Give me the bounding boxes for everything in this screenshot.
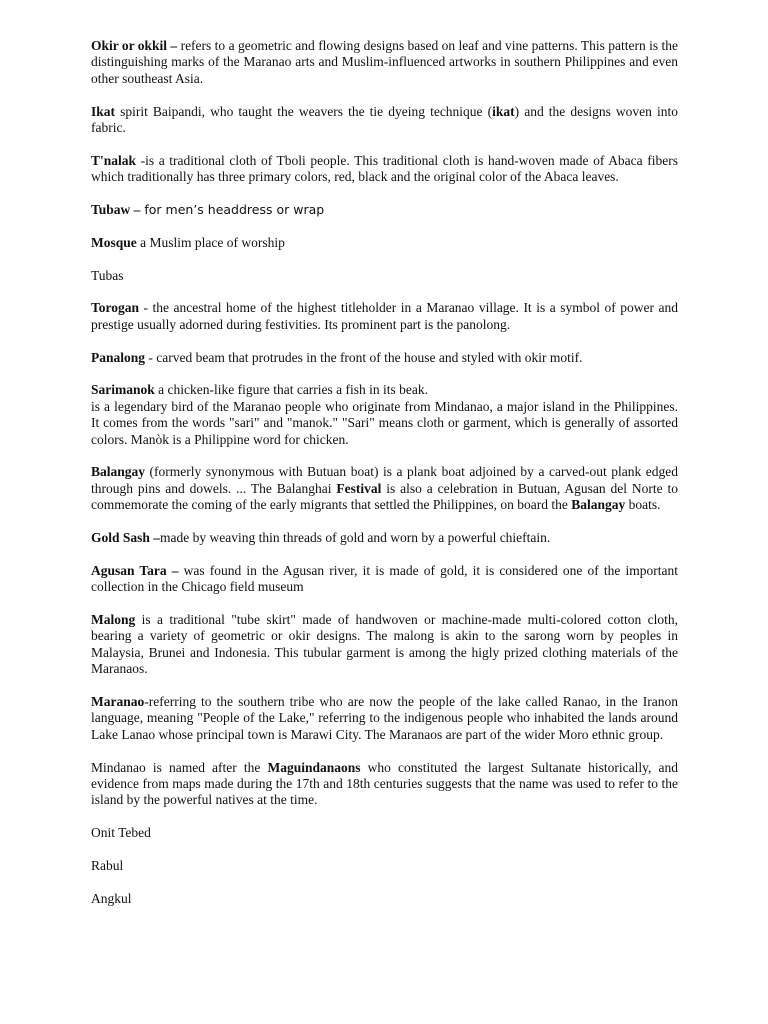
entry-onit-tebed	[91, 825, 678, 841]
entry-okir	[91, 38, 678, 87]
entry-text: a Muslim place of worship	[136, 234, 285, 250]
entry-panalong	[91, 350, 678, 366]
entry-torogan	[91, 300, 678, 333]
entry-text: spirit Baipandi, who taught the weavers the tie dyeing technique (	[115, 103, 493, 119]
entry-text-continued: is a legendary bird of the Maranao people who originate from Mindanao, a major island in the Philippines. It comes from the words "sari" and "manok." "Sari" means cloth or garment, which is generally of assorted colors. Manòk is a Philippine word for chicken.	[91, 398, 678, 447]
entry-term: Panalong	[91, 349, 146, 365]
entry-balangay	[91, 464, 678, 513]
entry-text: -is a traditional cloth of Tboli people. This traditional cloth is hand-woven made of Abaca fibers which traditionally has three primary colors, red, black and the original color of the Abaca leaves.	[91, 152, 678, 185]
entry-text: boats.	[625, 497, 661, 513]
document-page	[91, 38, 678, 924]
entry-text: (formerly synonymous with Butuan boat) is a plank boat adjoined by a carved-out plank edged through pins and dowels. ... The Balanghai	[91, 464, 678, 496]
entry-term: Malong	[91, 612, 136, 628]
entry-rabul	[91, 858, 678, 874]
entry-tnalak	[91, 153, 678, 186]
entry-term-inline: Festival	[336, 480, 382, 496]
entry-term: Sarimanok	[91, 382, 155, 398]
entry-text: - the ancestral home of the highest titleholder in a Maranao village. It is a symbol of power and prestige usually adorned during festivities. Its prominent part is the panolong.	[91, 300, 678, 332]
entry-text: refers to a geometric and flowing designs based on leaf and vine patterns. This pattern is the distinguishing marks of the Maranao arts and Muslim-influenced artworks in southern Philippines and even other southeast Asia.	[91, 38, 678, 86]
entry-term: Balangay	[91, 464, 146, 480]
entry-angkul	[91, 891, 678, 907]
entry-term: Torogan	[91, 300, 140, 316]
entry-term: T'nalak	[91, 152, 137, 168]
entry-malong	[91, 612, 678, 678]
entry-text: - carved beam that protrudes in the front of the house and styled with okir motif.	[145, 349, 583, 365]
entry-term-inline: Balangay	[571, 497, 626, 513]
entry-sarimanok	[91, 382, 678, 448]
entry-term: Tubaw –	[91, 202, 141, 218]
entry-text: Angkul	[91, 890, 132, 906]
entry-text: Mindanao is named after the	[91, 759, 268, 775]
entry-mindanao	[91, 760, 678, 809]
entry-text: a chicken-like figure that carries a fish in its beak.	[154, 382, 429, 398]
entry-maranao	[91, 694, 678, 743]
entry-text: is also a celebration in Butuan, Agusan del Norte to commemorate the coming of the early migrants that settled the Philippines, on board the	[91, 480, 679, 513]
entry-agusan-tara	[91, 563, 678, 596]
entry-text: Tubas	[91, 267, 124, 283]
entry-mosque	[91, 235, 678, 251]
entry-ikat	[91, 104, 678, 137]
entry-tubaw	[91, 202, 678, 218]
entry-text: for men’s headdress or wrap	[140, 202, 325, 218]
entry-term: Mosque	[91, 234, 137, 250]
entry-text: is a traditional "tube skirt" made of handwoven or machine-made multi-colored cotton cloth, bearing a variety of geometric or okir designs. The malong is akin to the sarong worn by peoples in Malaysia, Brunei and Indonesia. This tubular garment is among the higly prized clothing materials of the Maranaos.	[91, 612, 678, 677]
entry-term: Agusan Tara –	[91, 562, 179, 578]
entry-gold-sash	[91, 530, 678, 546]
entry-text: was found in the Agusan river, it is made of gold, it is considered one of the important collection in the Chicago field museum	[91, 562, 678, 595]
entry-tubas	[91, 268, 678, 284]
entry-term: Okir or okkil –	[91, 38, 178, 53]
entry-text: Onit Tebed	[91, 825, 151, 841]
entry-term: Gold Sash –	[91, 530, 161, 546]
entry-text: made by weaving thin threads of gold and worn by a powerful chieftain.	[160, 530, 551, 546]
entry-text: who constituted the largest Sultanate historically, and evidence from maps made during the 17th and 18th centuries suggests that the name was used to refer to the island by the powerful natives at the time.	[91, 759, 678, 808]
entry-text: ) and the designs woven into fabric.	[91, 103, 678, 136]
entry-text: Rabul	[91, 858, 124, 874]
entry-term: Maranao	[91, 694, 145, 710]
entry-text: -referring to the southern tribe who are now the people of the lake called Ranao, in the Iranon language, meaning "People of the Lake," referring to the indigenous people who inhabited the lands around Lake Lanao whose principal town is Marawi City. The Maranaos are part of the wider Moro ethnic group.	[91, 694, 678, 742]
entry-term-inline: Maguindanaons	[267, 759, 361, 775]
entry-term: Ikat	[91, 103, 116, 119]
entry-term-inline: ikat	[492, 103, 515, 119]
